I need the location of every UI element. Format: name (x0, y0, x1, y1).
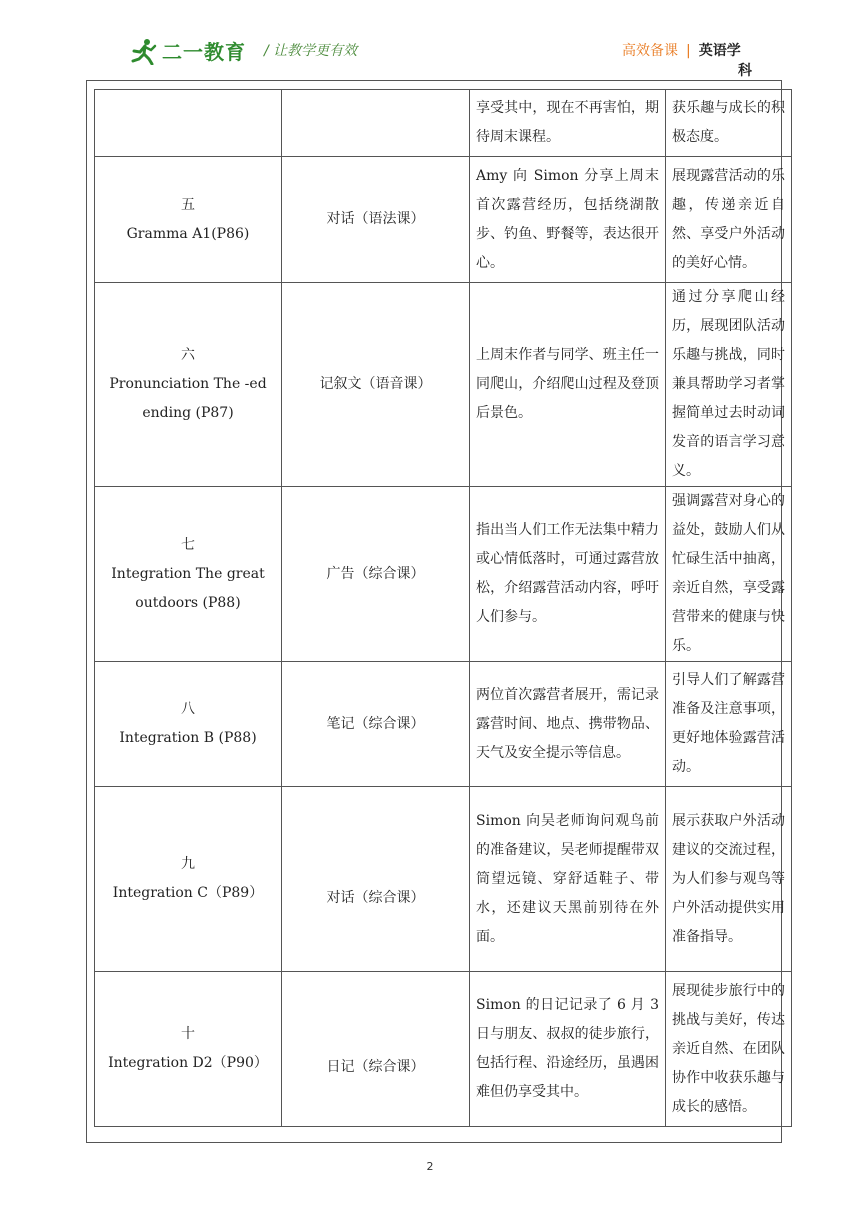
logo-text: 二一教育 (162, 40, 246, 64)
lesson-table (94, 89, 792, 1127)
purpose-cell: 通过分享爬山经历，展现团队活动乐趣与挑战，同时兼具帮助学习者掌握简单过去时动词发音的语言学习意义。 (666, 283, 792, 487)
content-cell: 享受其中，现在不再害怕，期待周末课程。 (470, 90, 666, 157)
subject-label: 英语学 (698, 43, 741, 59)
content-cell: Simon 的日记记录了 6 月 3 日与朋友、叔叔的徒步旅行，包括行程、沿途经历，虽遇困难但仍享受其中。 (470, 972, 666, 1127)
table-row (95, 487, 792, 662)
type-cell: 记叙文（语音课） (282, 283, 470, 487)
unit-number: 五 (181, 196, 195, 213)
unit-number: 六 (181, 347, 195, 363)
content-cell: Amy 向 Simon 分享上周末首次露营经历，包括绕湖散步、钓鱼、野餐等，表达很开心。 (470, 157, 666, 283)
unit-cell (95, 662, 282, 787)
unit-title: Integration D2（P90） (108, 1055, 268, 1071)
table-row (95, 662, 792, 787)
unit-title: Pronunciation The -ed ending (P87) (109, 376, 267, 421)
unit-cell (95, 787, 282, 972)
unit-cell (95, 487, 282, 662)
slogan: / 让教学更有效 (264, 43, 358, 59)
type-cell: 日记（综合课） (282, 972, 470, 1127)
unit-title: Integration C（P89） (112, 885, 264, 901)
unit-number: 十 (181, 1026, 195, 1042)
unit-cell (95, 972, 282, 1127)
content-cell: 上周末作者与同学、班主任一同爬山，介绍爬山过程及登顶后景色。 (470, 283, 666, 487)
page-header (0, 0, 860, 80)
header-label: 高效备课 (622, 43, 678, 59)
table-row (95, 90, 792, 157)
unit-cell (95, 90, 282, 157)
content-cell: 两位首次露营者展开，需记录露营时间、地点、携带物品、天气及安全提示等信息。 (470, 662, 666, 787)
purpose-cell: 展现露营活动的乐趣，传递亲近自然、享受户外活动的美好心情。 (666, 157, 792, 283)
table-row (95, 972, 792, 1127)
unit-title: Integration The great outdoors (P88) (111, 565, 265, 611)
unit-cell (95, 157, 282, 283)
subject-label-cont: 科 (738, 63, 752, 79)
table-row (95, 157, 792, 283)
type-text: 笔记（综合课） (326, 715, 425, 732)
unit-number: 七 (181, 536, 195, 553)
unit-title: Gramma A1(P86) (126, 225, 250, 242)
unit-number: 八 (181, 701, 195, 717)
logo (130, 36, 246, 65)
unit-title: Integration B (P88) (119, 730, 257, 746)
type-cell: 对话（综合课） (282, 787, 470, 972)
page-number: 2 (426, 1160, 434, 1173)
header-separator: | (686, 43, 691, 59)
header-right (622, 40, 741, 60)
purpose-cell: 展现徒步旅行中的挑战与美好，传达亲近自然、在团队协作中收获乐趣与成长的感悟。 (666, 972, 792, 1127)
type-cell (282, 662, 470, 787)
runner-logo-icon (130, 37, 158, 65)
purpose-cell: 引导人们了解露营准备及注意事项，更好地体验露营活动。 (666, 662, 792, 787)
purpose-cell: 展示获取户外活动建议的交流过程，为人们参与观鸟等户外活动提供实用准备指导。 (666, 787, 792, 972)
purpose-cell: 获乐趣与成长的积极态度。 (666, 90, 792, 157)
type-cell: 对话（语法课） (282, 157, 470, 283)
unit-number: 九 (181, 856, 195, 872)
table-row (95, 283, 792, 487)
table-row (95, 787, 792, 972)
purpose-cell: 强调露营对身心的益处，鼓励人们从忙碌生活中抽离，亲近自然，享受露营带来的健康与快乐。 (666, 487, 792, 662)
type-cell (282, 90, 470, 157)
content-cell: Simon 向吴老师询问观鸟前的准备建议，吴老师提醒带双筒望远镜、穿舒适鞋子、带水，还建议天黑前别待在外面。 (470, 787, 666, 972)
type-cell: 广告（综合课） (282, 487, 470, 662)
content-cell: 指出当人们工作无法集中精力或心情低落时，可通过露营放松，介绍露营活动内容，呼吁人们参与。 (470, 487, 666, 662)
unit-cell (95, 283, 282, 487)
